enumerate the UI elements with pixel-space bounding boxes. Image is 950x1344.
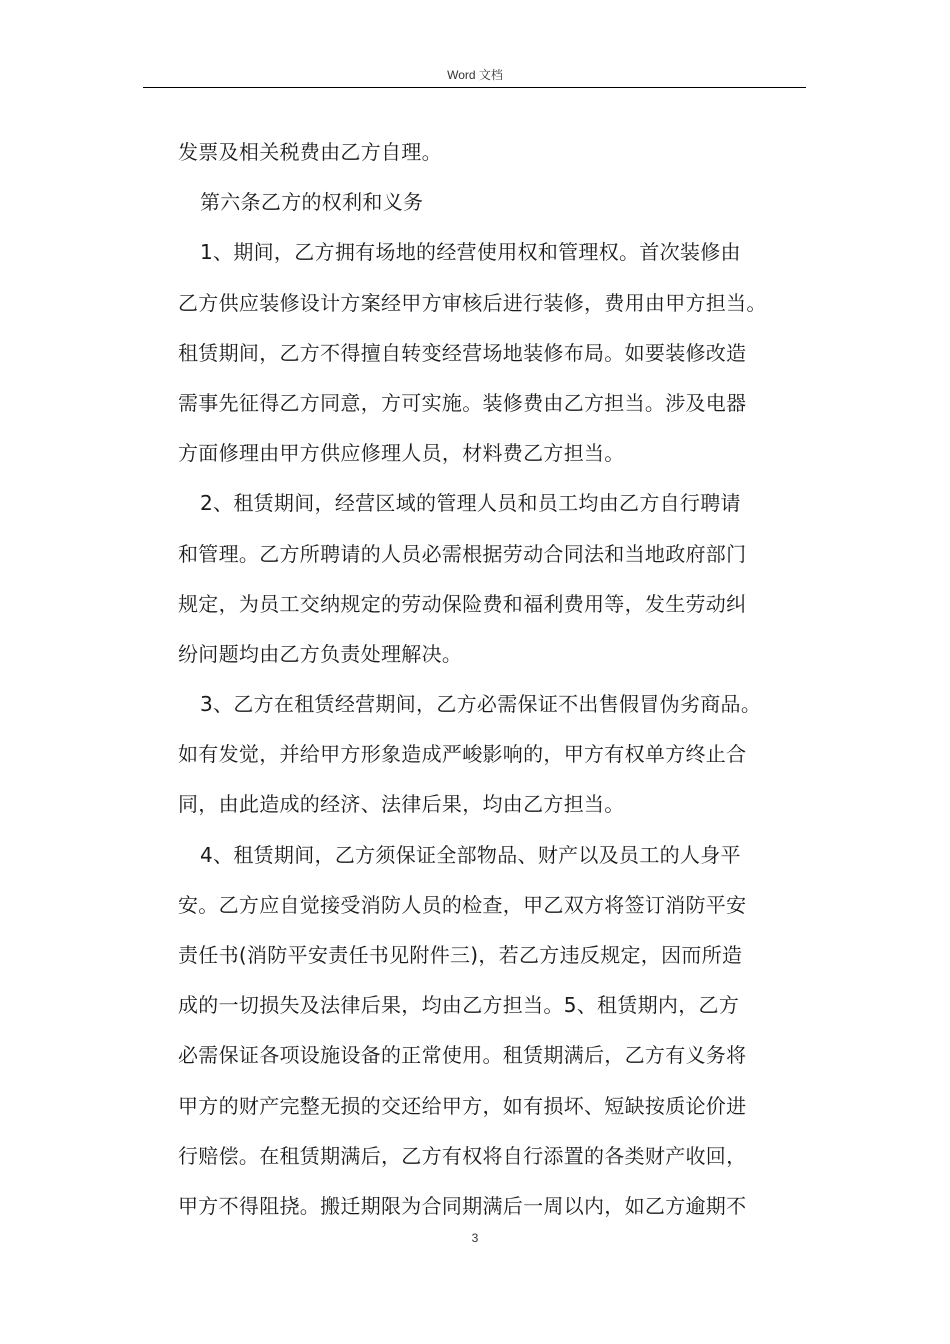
text-line: 发票及相关税费由乙方自理。 (178, 140, 442, 164)
text-line: 甲方不得阻挠。搬迁期限为合同期满后一周以内，如乙方逾期不 (178, 1193, 747, 1218)
text-line: 成的一切损失及法律后果，均由乙方担当。5、租赁期内，乙方 (178, 993, 740, 1018)
text-line: 方面修理由甲方供应修理人员，材料费乙方担当。 (178, 441, 625, 466)
text-line: 2、租赁期间，经营区域的管理人员和员工均由乙方自行聘请 (200, 491, 741, 516)
text-line: 纷问题均由乙方负责处理解决。 (178, 641, 463, 666)
text-line: 乙方供应装修设计方案经甲方审核后进行装修，费用由甲方担当。 (178, 290, 767, 315)
text-line: 行赔偿。在租赁期满后，乙方有权将自行添置的各类财产收回， (178, 1143, 747, 1168)
text-line: 责任书(消防平安责任书见附件三)，若乙方违反规定，因而所造 (178, 943, 743, 967)
text-line: 租赁期间，乙方不得擅自转变经营场地装修布局。如要装修改造 (178, 340, 747, 365)
text-line: 必需保证各项设施设备的正常使用。租赁期满后，乙方有义务将 (178, 1043, 747, 1068)
text-line: 需事先征得乙方同意，方可实施。装修费由乙方担当。涉及电器 (178, 390, 747, 415)
text-line: 3、乙方在租赁经营期间，乙方必需保证不出售假冒伪劣商品。 (200, 692, 762, 717)
page-number: 3 (471, 1231, 479, 1245)
text-line: 如有发觉，并给甲方形象造成严峻影响的，甲方有权单方终止合 (178, 742, 747, 767)
text-line: 规定，为员工交纳规定的劳动保险费和福利费用等，发生劳动纠 (178, 591, 747, 616)
text-line: 安。乙方应自觉接受消防人员的检查，甲乙双方将签订消防平安 (178, 892, 747, 917)
text-line: 同，由此造成的经济、法律后果，均由乙方担当。 (178, 792, 625, 817)
text-line: 1、期间，乙方拥有场地的经营使用权和管理权。首次装修由 (200, 240, 741, 265)
page-header: Word 文档 (447, 68, 503, 82)
text-line: 甲方的财产完整无损的交还给甲方，如有损坏、短缺按质论价进 (178, 1093, 747, 1118)
section-heading: 第六条乙方的权利和义务 (200, 190, 424, 215)
document-body (178, 131, 818, 1235)
header-divider (143, 87, 806, 88)
text-line: 和管理。乙方所聘请的人员必需根据劳动合同法和当地政府部门 (178, 541, 747, 566)
text-line: 4、租赁期间，乙方须保证全部物品、财产以及员工的人身平 (200, 842, 741, 867)
